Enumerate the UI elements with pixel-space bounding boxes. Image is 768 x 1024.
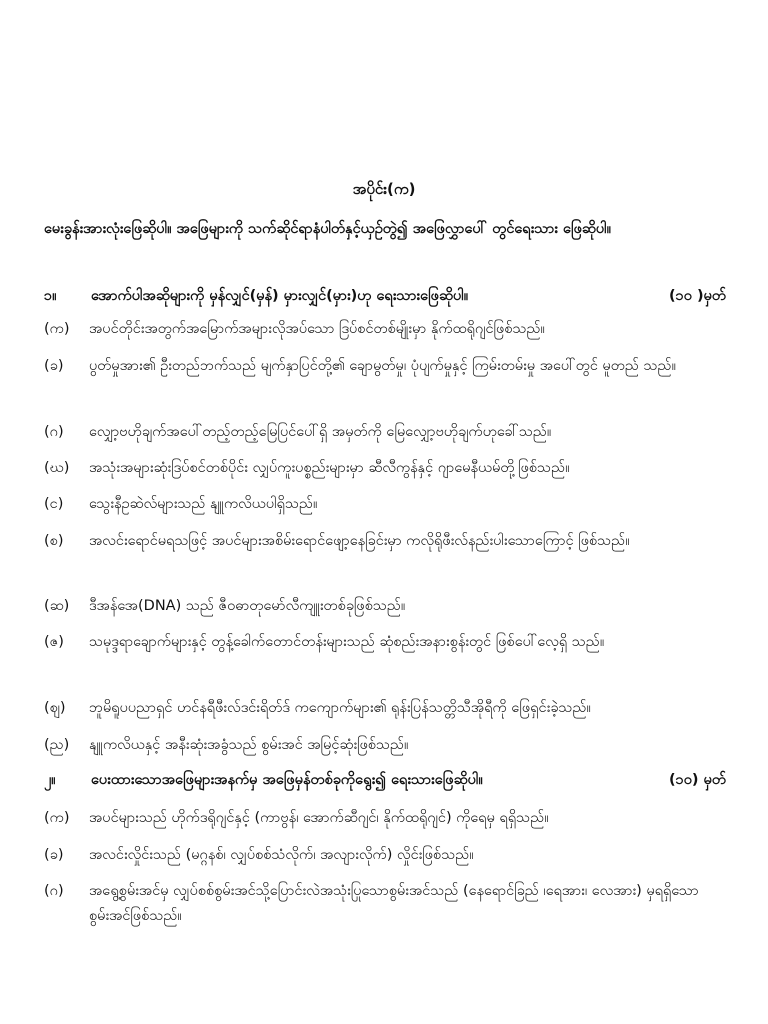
question-item bbox=[44, 492, 726, 517]
question-text: သမုဒ္ဒရာချောက်များနှင့် တွန့်ခေါက်တောင်တန်းများသည် ဆုံစည်းအနားစွန်းတွင် ဖြစ်ပေါ်လေ့ရှိ သည်။ bbox=[89, 634, 605, 650]
question-label: (ဈ) bbox=[44, 700, 66, 716]
question-text: သွေးနီဥဆဲလ်များသည် နျူကလိယပါရှိသည်။ bbox=[89, 496, 318, 512]
section-instruction: ပေးထားသောအဖြေများအနက်မှ အဖြေမှန်တစ်ခုကိုရွေး၍ ရေးသားဖြေဆိုပါ။ bbox=[91, 772, 483, 788]
section-1-heading bbox=[44, 284, 726, 308]
question-text: နျူကလိယနှင့် အနီးဆုံးအခွံသည် စွမ်းအင် အမြင့်ဆုံးဖြစ်သည်။ bbox=[89, 737, 409, 753]
question-text: ဘူမိရူပပညာရှင် ဟင်နရီဖီးလ်ဒင်းရိတ်ဒ် ကကျောက်များ၏ ရုန်းပြန်သတ္တိသီအိုရီကို ဖြေရှင်းခဲ့သည်။ bbox=[89, 700, 591, 716]
question-item bbox=[44, 317, 726, 342]
question-label: (ခ) bbox=[44, 847, 64, 863]
question-text: ဒီအန်အေ(DNA) သည် ဇီဝဓာတုမော်လီကျူးတစ်ခုဖြစ်သည်။ bbox=[89, 598, 406, 614]
question-item bbox=[44, 630, 726, 655]
question-label: (င) bbox=[44, 496, 64, 512]
question-item bbox=[44, 420, 726, 445]
question-item bbox=[44, 456, 726, 481]
question-item bbox=[44, 843, 726, 868]
question-label: (ဃ) bbox=[44, 460, 70, 476]
question-label: (ဇ) bbox=[44, 634, 64, 650]
question-text: အလင်းလှိုင်းသည် (မဂ္ဂနစ်၊ လျှပ်စစ်သံလိုက်၊ အလျားလိုက်) လှိုင်းဖြစ်သည်။ bbox=[89, 847, 474, 863]
question-label: (ဆ) bbox=[44, 598, 70, 614]
question-label: (က) bbox=[44, 321, 70, 337]
question-text: ပွတ်မှုအား၏ ဦးတည်ဘက်သည် မျက်နှာပြင်တို့၏ ချောမွတ်မှု၊ ပုံပျက်မှုနှင့် ကြမ်းတမ်းမှု အပေါ်တွင် မူတည် သည်။ bbox=[89, 358, 676, 374]
question-item bbox=[44, 733, 726, 758]
question-label: (ဂ) bbox=[44, 424, 64, 440]
question-item bbox=[44, 696, 726, 721]
part-title: အပိုင်း(က) bbox=[352, 180, 416, 198]
question-label: (ဂ) bbox=[44, 883, 64, 899]
section-instruction: အောက်ပါအဆိုများကို မှန်လျှင်(မှန်) မှားလျှင်(မှား)ဟု ရေးသားဖြေဆိုပါ။ bbox=[91, 288, 469, 304]
question-item bbox=[44, 594, 726, 619]
section-marks: (၁၀ )မှတ် bbox=[668, 288, 726, 304]
question-text: အရွေ့စွမ်းအင်မှ လျှပ်စစ်စွမ်းအင်သို့ပြောင်းလဲအသုံးပြုသောစွမ်းအင်သည် (နေရောင်ခြည် ၊ရေအား၊ လေအား) မှရရှိသောစွမ်းအင်ဖြစ်သည်။ bbox=[89, 883, 699, 924]
question-item bbox=[44, 806, 726, 831]
section-number: ၂။ bbox=[44, 772, 56, 788]
question-label: (က) bbox=[44, 810, 70, 826]
section-number: ၁။ bbox=[44, 288, 57, 304]
question-label: (ခ) bbox=[44, 358, 64, 374]
question-text: လျှော့ဗဟိုချက်အပေါ်တည့်တည့်မြေပြင်ပေါ်ရှိ အမှတ်ကို မြေလျှော့ဗဟိုချက်ဟုခေါ်သည်။ bbox=[89, 424, 552, 440]
section-2-heading bbox=[44, 768, 726, 792]
question-item bbox=[44, 529, 726, 554]
section-marks: (၁၀) မှတ် bbox=[668, 772, 726, 788]
instruction-text: မေးခွန်းအားလုံးဖြေဆိုပါ။ အဖြေများကို သက်ဆိုင်ရာနံပါတ်နှင့်ယှဉ်တွဲ၍ အဖြေလွှာပေါ် တွင်ရေးသား ဖြေဆိုပါ။ bbox=[44, 221, 612, 237]
question-text: အပင်များသည် ဟိုက်ဒရိုဂျင်နှင့် (ကာဗွန်၊ အောက်ဆီဂျင်၊ နိုက်ထရိုဂျင်) ကိုရေမှ ရရှိသည်။ bbox=[89, 810, 549, 826]
question-text: အပင်တိုင်းအတွက်အမြောက်အများလိုအပ်သော ဒြပ်စင်တစ်မျိုးမှာ နိုက်ထရိုဂျင်ဖြစ်သည်။ bbox=[89, 321, 545, 337]
question-text: အလင်းရောင်မရသဖြင့် အပင်များအစိမ်းရောင်ဖျော့နေခြင်းမှာ ကလိုရိုဖီးလ်နည်းပါးသောကြောင့် ဖြစ်သည်။ bbox=[89, 533, 630, 549]
question-label: (စ) bbox=[44, 533, 64, 549]
question-text: အသုံးအများဆုံးဒြပ်စင်တစ်ပိုင်း လျှပ်ကူးပစ္စည်းများမှာ ဆီလီကွန်နှင့် ဂျာမေနီယမ်တို့ဖြစ်သည်။ bbox=[89, 460, 570, 476]
question-label: (ည) bbox=[44, 737, 70, 753]
question-item bbox=[44, 354, 726, 379]
question-item bbox=[44, 879, 726, 929]
